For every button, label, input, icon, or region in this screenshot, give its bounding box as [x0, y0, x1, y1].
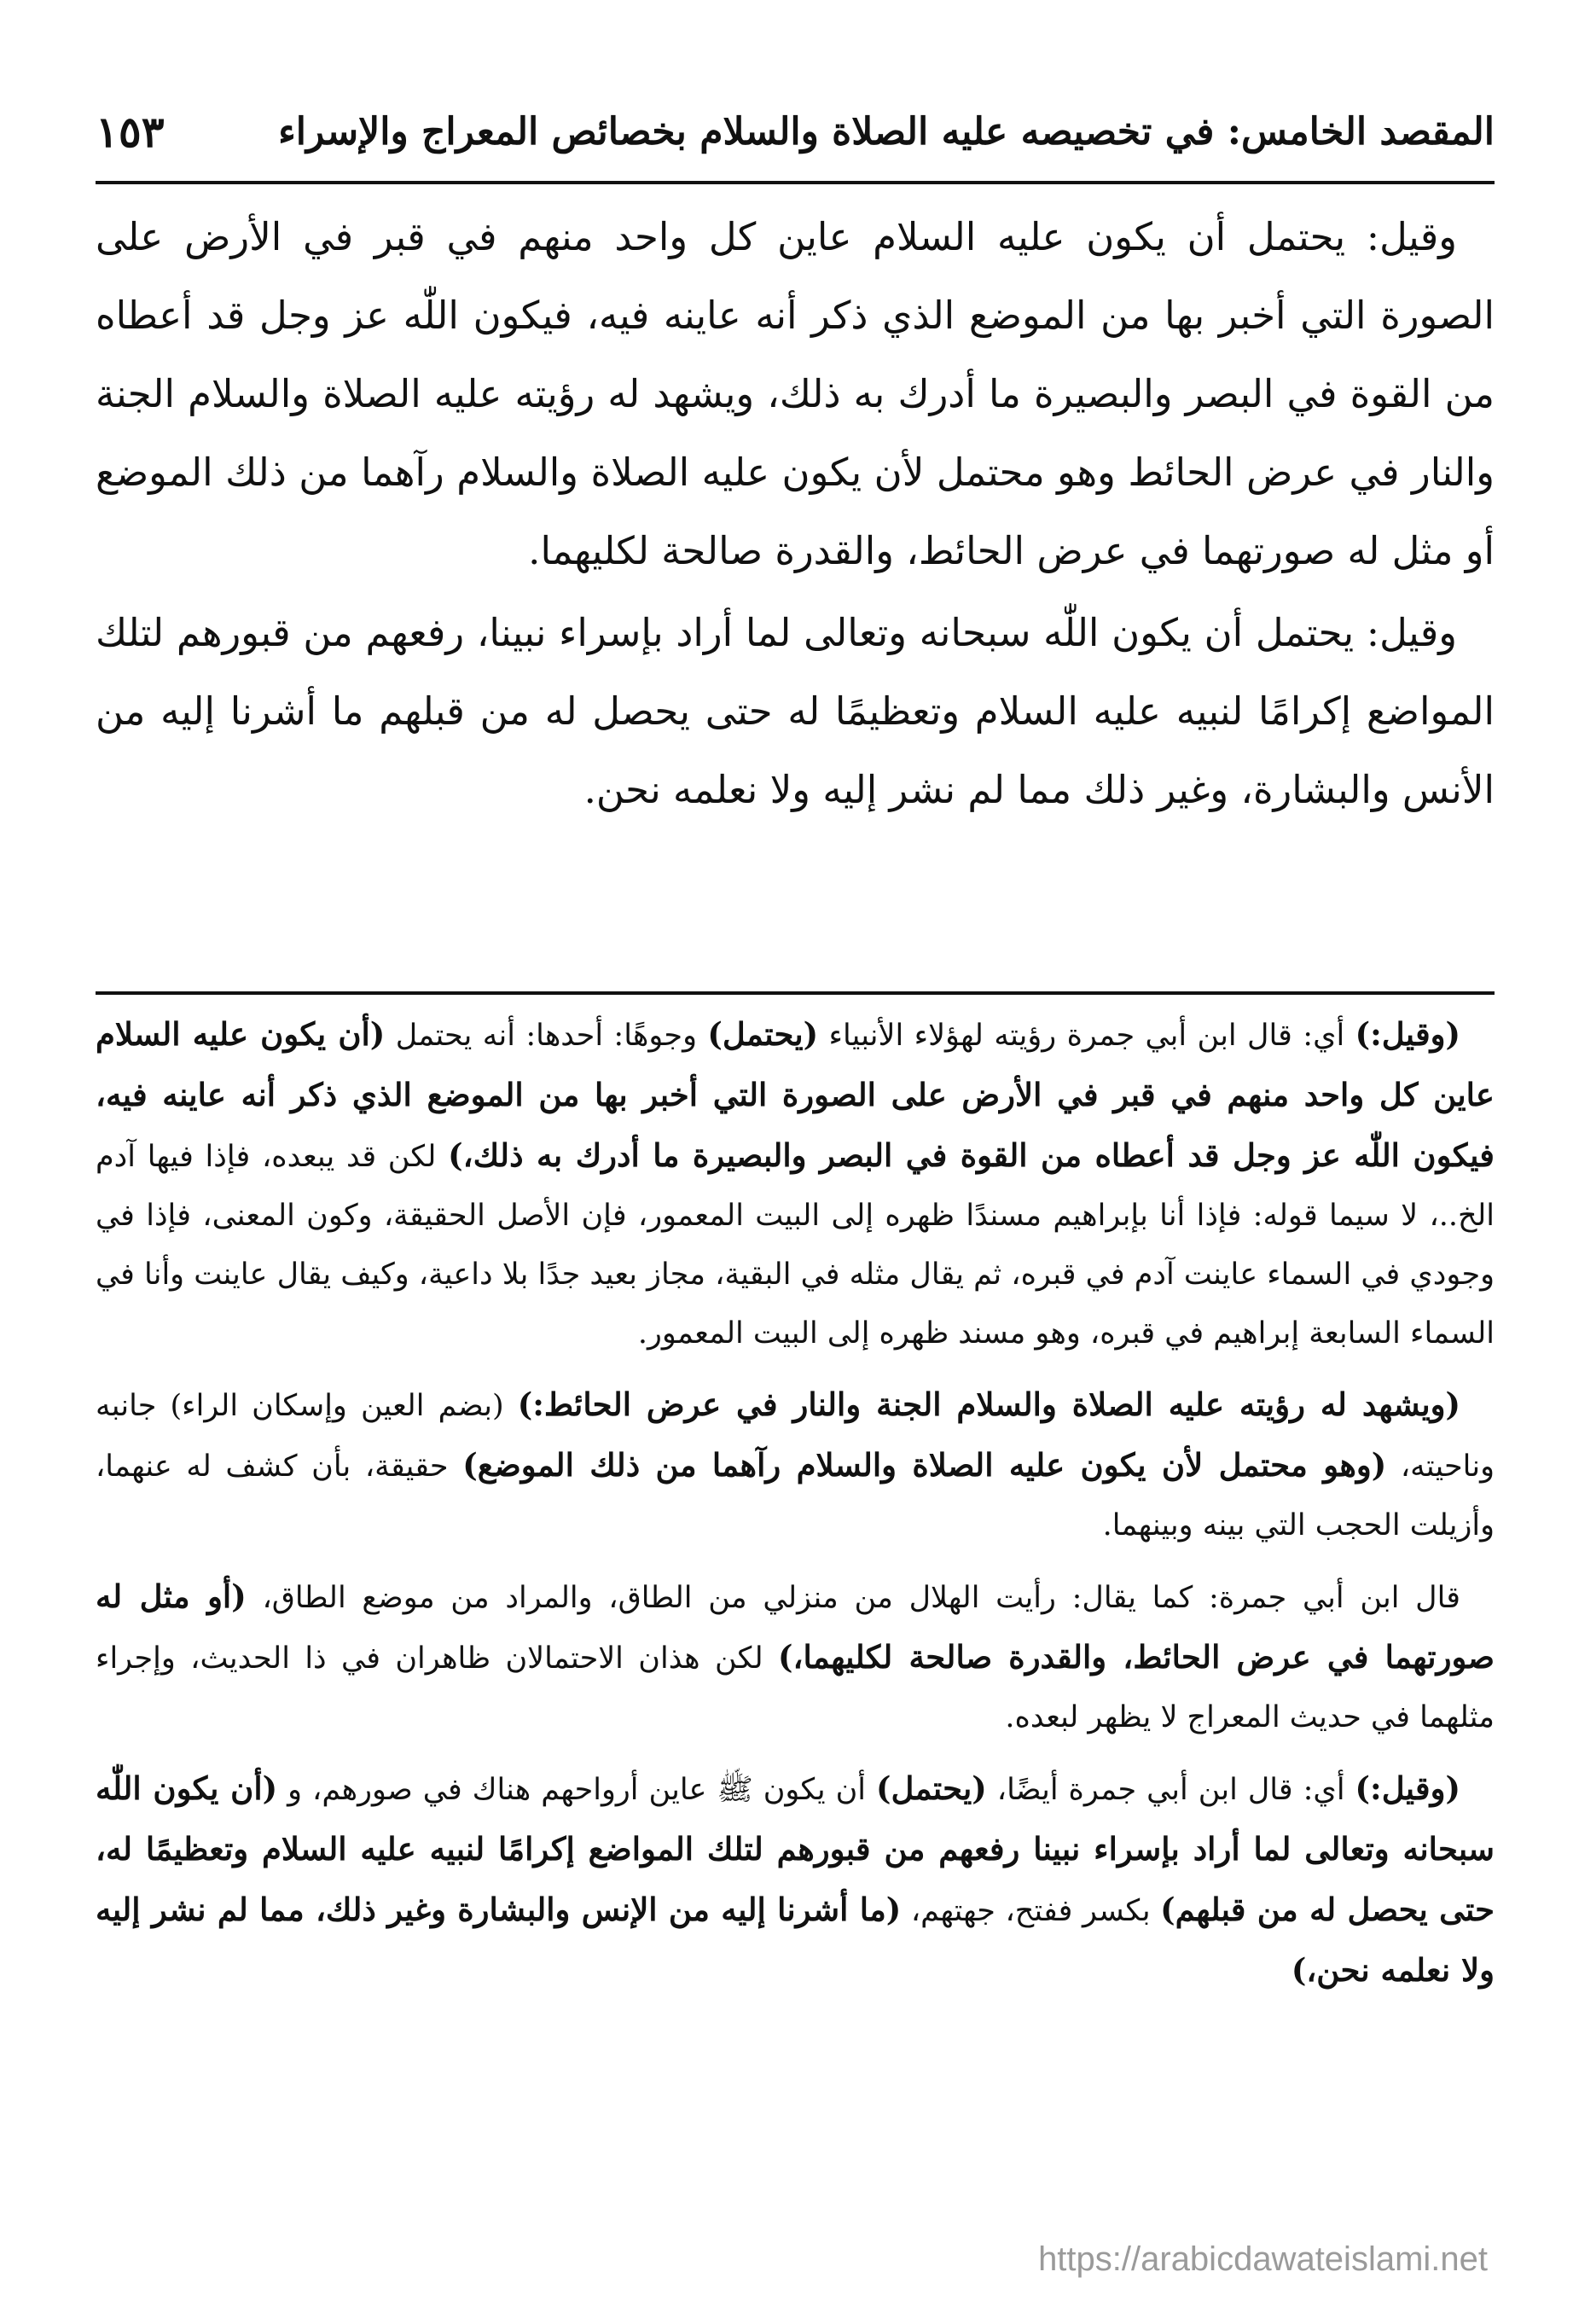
main-text — [96, 198, 1495, 829]
quoted-text: (أن يكون عليه السلام عاين كل واحد منهم في قبر في الأرض على الصورة التي أخبر بها من الموضع الذي ذكر أنه عاينه فيه، فيكون اللّٰه عز وجل قد أعطاه من القوة في البصر والبصيرة ما أدرك به ذلك،) — [96, 1015, 1495, 1174]
commentary-paragraph — [96, 1375, 1495, 1555]
commentary-text: حقيقة، بأن كشف له عنهما، وأزيلت الحجب التي بينه وبينهما. — [96, 1450, 1495, 1543]
quoted-text: (ويشهد له رؤيته عليه الصلاة والسلام الجنة والنار في عرض الحائط:) — [517, 1386, 1461, 1423]
main-paragraph: وقيل: يحتمل أن يكون اللّٰه سبحانه وتعالى لما أراد بإسراء نبينا، رفعهم من قبورهم لتلك المواضع إكرامًا لنبيه عليه السلام وتعظيمًا له حتى يحصل له من قبلهم ما أشرنا إليه من الأنس والبشارة، وغير ذلك مما لم نشر إليه ولا نعلمه نحن. — [96, 610, 1495, 812]
quoted-text: (وقيل:) — [1355, 1769, 1460, 1807]
header-divider — [96, 181, 1495, 184]
quoted-text: (وهو محتمل لأن يكون عليه الصلاة والسلام رآهما من ذلك الموضع) — [462, 1446, 1387, 1484]
commentary-paragraph — [96, 1567, 1495, 1747]
quoted-text: (يحتمل) — [707, 1015, 819, 1053]
quoted-text: (وقيل:) — [1355, 1015, 1461, 1053]
quoted-text: (ما أشرنا إليه من الإنس والبشارة وغير ذلك، مما لم نشر إليه ولا نعلمه نحن،) — [96, 1891, 1495, 1989]
commentary-text: (بضم العين وإسكان الراء) جانبه وناحيته، — [96, 1389, 1495, 1484]
commentary-text: لكن هذان الاحتمالان ظاهران في ذا الحديث، وإجراء مثلهما في حديث المعراج لا يظهر لبعده. — [96, 1641, 1495, 1734]
commentary-text: أن يكون ﷺ عاين أرواحهم هناك في صورهم، و — [277, 1773, 876, 1807]
commentary — [96, 1005, 1495, 2013]
quoted-text: (يحتمل) — [876, 1769, 987, 1807]
commentary-text: أي: قال ابن أبي جمرة رؤيته لهؤلاء الأنبياء — [818, 1019, 1355, 1053]
commentary-text: لكن قد يبعده، فإذا فيها آدم الخ..، لا سيما قوله: فإذا أنا بإبراهيم مسندًا ظهره إلى البيت المعمور، فإن الأصل الحقيقة، وكون المعنى، فإذا في وجودي في السماء عاينت آدم في قبره، ثم يقال مثله في البقية، مجاز بعيد جدًا بلا داعية، وكيف يقال عاينت وأنا في السماء السابعة إبراهيم في قبره، وهو مسند ظهره إلى البيت المعمور. — [96, 1140, 1495, 1351]
commentary-divider — [96, 991, 1495, 995]
commentary-text: قال ابن أبي جمرة: كما يقال: رأيت الهلال من منزلي من الطاق، والمراد من موضع الطاق، — [246, 1581, 1460, 1615]
commentary-text: بكسر ففتح، جهتهم، — [901, 1894, 1161, 1928]
running-header — [96, 89, 1495, 174]
commentary-text: أي: قال ابن أبي جمرة أيضًا، — [986, 1773, 1355, 1807]
quoted-text: (أن يكون اللّٰه سبحانه وتعالى لما أراد بإسراء نبينا رفعهم من قبورهم لتلك المواضع إكرامًا لنبيه عليه السلام وتعظيمًا له، حتى يحصل له من قبلهم) — [96, 1769, 1495, 1928]
commentary-paragraph — [96, 1005, 1495, 1363]
page-number: ١٥٣ — [96, 106, 165, 157]
commentary-text: وجوهًا: أحدها: أنه يحتمل — [385, 1019, 708, 1053]
commentary-paragraph — [96, 1759, 1495, 2002]
chapter-title: المقصد الخامس: في تخصيصه عليه الصلاة والسلام بخصائص المعراج والإسراء — [278, 109, 1495, 154]
main-paragraph: وقيل: يحتمل أن يكون عليه السلام عاين كل واحد منهم في قبر في الأرض على الصورة التي أخبر بها من الموضع الذي ذكر أنه عاينه فيه، فيكون اللّٰه عز وجل قد أعطاه من القوة في البصر والبصيرة ما أدرك به ذلك، ويشهد له رؤيته عليه الصلاة والسلام الجنة والنار في عرض الحائط وهو محتمل لأن يكون عليه الصلاة والسلام رآهما من ذلك الموضع أو مثل له صورتهما في عرض الحائط، والقدرة صالحة لكليهما. — [96, 214, 1495, 573]
source-watermark: https://arabicdawateislami.net — [1038, 2240, 1488, 2278]
quoted-text: (أو مثل له صورتهما في عرض الحائط، والقدرة صالحة لكليهما،) — [96, 1577, 1495, 1676]
